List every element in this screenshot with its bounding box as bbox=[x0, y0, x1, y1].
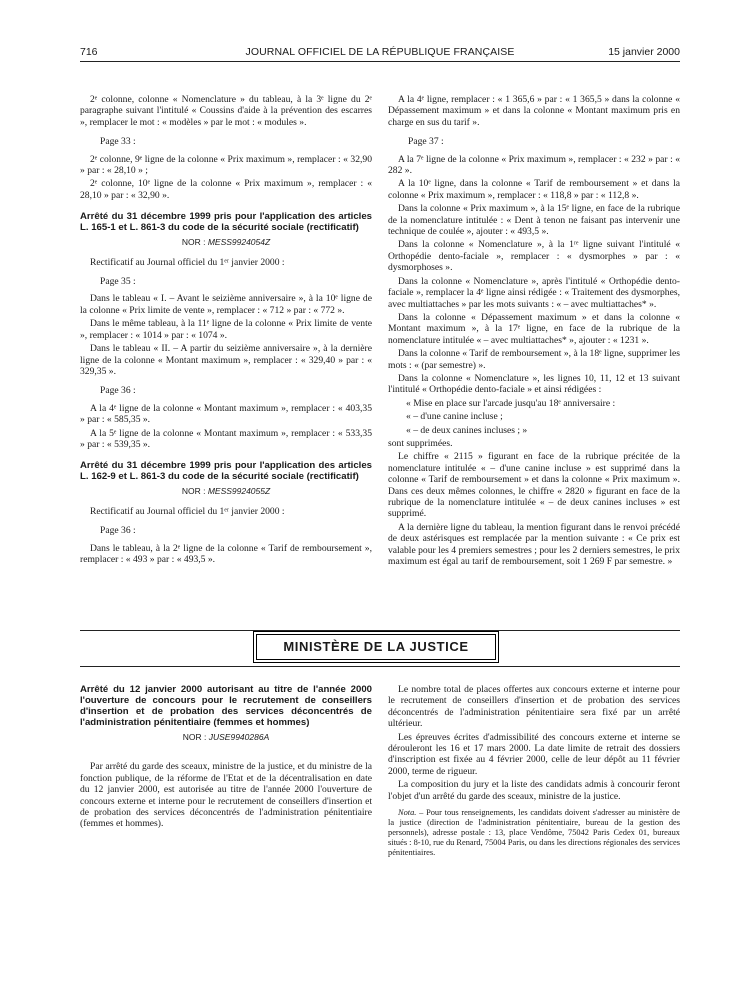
bottom-right-column bbox=[388, 684, 680, 860]
nor-code: MESS9924054Z bbox=[207, 237, 271, 248]
top-right-column bbox=[388, 94, 680, 569]
header-rule bbox=[80, 61, 680, 62]
paragraph: 2ᵉ colonne, 9ᵉ ligne de la colonne « Prix maximum », remplacer : « 32,90 » par : « 28,10 » ; bbox=[80, 153, 372, 177]
paragraph: 2ᵉ colonne, colonne « Nomenclature » du tableau, à la 3ᵉ ligne du 2ᵉ paragraphe suivant l'intitulé « Coussins d'aide à la prévention des escarres », remplacer le mot : « modèles » par le mot : « modules ». bbox=[80, 94, 372, 128]
page-reference: Page 33 : bbox=[100, 136, 136, 148]
quoted-line: « Mise en place sur l'arcade jusqu'au 18ᵉ anniversaire : bbox=[406, 397, 616, 409]
top-left-column bbox=[80, 94, 372, 567]
paragraph: Dans la colonne « Dépassement maximum » et dans la colonne « Montant maximum », à la 17ᵉ ligne, en face de la rubrique de la nomenclature intitulée « – avec multiattaches* », ajouter : « 1231 ». bbox=[388, 311, 680, 346]
page-reference: Page 36 : bbox=[100, 385, 136, 397]
paragraph: Rectificatif au Journal officiel du 1ᵉʳ janvier 2000 : bbox=[90, 505, 285, 517]
section-rule bbox=[80, 630, 680, 631]
paragraph: Dans le tableau « I. – Avant le seizième anniversaire », à la 10ᵉ ligne de la colonne « Prix limite de vente », remplacer : « 712 » par : « 772 ». bbox=[80, 293, 372, 316]
paragraph: Le nombre total de places offertes aux concours externe et interne pour le recrutement de conseillers d'insertion et de probation des services déconcentrés de l'administration pénitentiaire sera fixé par un arrêté ultérieur. bbox=[388, 684, 680, 730]
paragraph: A la 5ᵉ ligne de la colonne « Montant maximum », remplacer : « 533,35 » par : « 539,35 ». bbox=[80, 427, 372, 450]
footnote-text: – Pour tous renseignements, les candidats doivent s'adresser au ministère de la justice (direction de l'administration pénitentiaire, bureau de la gestion des personnels), adresse postale : 13, place Vendôme, 75042 Paris Cedex 01, bureaux situés : 8-10, rue du Renard, 75004 Paris, ou dans les directions régionales des services pénitentiaires. bbox=[388, 808, 680, 858]
paragraph: 2ᵉ colonne, 10ᵉ ligne de la colonne « Prix maximum », remplacer : « 28,10 » par : « 32,90 ». bbox=[80, 178, 372, 201]
quoted-line: « – d'une canine incluse ; bbox=[406, 411, 503, 423]
nor-label: NOR : bbox=[182, 732, 207, 742]
issue-date: 15 janvier 2000 bbox=[608, 46, 680, 58]
footnote bbox=[388, 808, 680, 858]
paragraph: Les épreuves écrites d'admissibilité des concours externe et interne se dérouleront les 16 et 17 mars 2000. La date limite de retrait des dossiers d'inscription est fixée au 4 février 2000, celle de leur dépôt au 11 février 2000, terme de rigueur. bbox=[388, 731, 680, 777]
decree-title: Arrêté du 31 décembre 1999 pris pour l'application des articles L. 165-1 et L. 861-3 du code de la sécurité sociale (rectificatif) bbox=[80, 211, 372, 234]
paragraph: A la 4ᵉ ligne de la colonne « Montant maximum », remplacer : « 403,35 » par : « 585,35 ». bbox=[80, 402, 372, 426]
bottom-left-column bbox=[80, 684, 372, 832]
paragraph: Dans la colonne « Nomenclature », à la 1ʳᵉ ligne suivant l'intitulé « Orthopédie dento-faciale », remplacer : « dysmorphes » par : « dysmorphoses ». bbox=[388, 239, 680, 274]
paragraph: Dans la colonne « Nomenclature », après l'intitulé « Orthopédie dento-faciale », remplacer la 4ᵉ ligne ainsi rédigée : « Traitement des dysmorphes, avec multiattaches » par les mots suivants : « – avec multiattaches* ». bbox=[388, 275, 680, 310]
decree-title: Arrêté du 31 décembre 1999 pris pour l'application des articles L. 162-9 et L. 861-3 du code de la sécurité sociale (rectificatif) bbox=[80, 460, 372, 483]
decree-title: Arrêté du 12 janvier 2000 autorisant au titre de l'année 2000 l'ouverture de concours pour le recrutement de conseillers d'insertion et de probation des services déconcentrés de l'administration pénitentiaire (femmes et hommes) bbox=[80, 684, 372, 728]
section-rule bbox=[80, 666, 680, 667]
nor-reference bbox=[80, 732, 372, 743]
nor-label: NOR : bbox=[181, 237, 206, 248]
quoted-line: « – de deux canines incluses ; » bbox=[406, 424, 528, 436]
nor-reference bbox=[80, 237, 372, 248]
ministry-heading: MINISTÈRE DE LA JUSTICE bbox=[256, 634, 496, 660]
paragraph: La composition du jury et la liste des candidats admis à concourir feront l'objet d'un arrêté du garde des sceaux, ministre de la justice. bbox=[388, 779, 680, 802]
nor-code: MESS9924055Z bbox=[207, 486, 271, 497]
paragraph: A la 10ᵉ ligne, dans la colonne « Tarif de remboursement » et dans la colonne « Prix maximum », remplacer : « 118,8 » par : « 112,8 ». bbox=[388, 178, 680, 201]
paragraph: Dans le tableau « II. – A partir du seizième anniversaire », à la dernière ligne de la colonne « Montant maximum », remplacer : « 329,40 » par : « 329,35 ». bbox=[80, 343, 372, 377]
nor-label: NOR : bbox=[181, 486, 206, 497]
paragraph: A la 7ᵉ ligne de la colonne « Prix maximum », remplacer : « 232 » par : « 282 ». bbox=[388, 153, 680, 177]
paragraph: Rectificatif au Journal officiel du 1ᵉʳ janvier 2000 : bbox=[90, 256, 285, 268]
paragraph: Dans le tableau, à la 2ᵉ ligne de la colonne « Tarif de remboursement », remplacer : « 493 » par : « 493,5 ». bbox=[80, 542, 372, 565]
paragraph: Dans la colonne « Prix maximum », à la 15ᵉ ligne, en face de la rubrique de la nomenclature intitulée : « Dent à tenon ne faisant pas intervenir une technique de coulée », ajouter : « 493,5 ». bbox=[388, 203, 680, 238]
nor-code: JUSE9940286A bbox=[208, 732, 270, 742]
paragraph: Le chiffre « 2115 » figurant en face de la rubrique précitée de la nomenclature intitulée « – d'une canine incluse » est supprimé dans la colonne « Tarif de remboursement » et dans la colonne « Prix maximum ». Dans ces deux mêmes colonnes, le chiffre « 2820 » figurant en face de la rubrique de la nomenclature intitulée « – de deux canines incluses » est supprimé. bbox=[388, 451, 680, 520]
page-reference: Page 37 : bbox=[408, 136, 444, 148]
paragraph: Dans le même tableau, à la 11ᵉ ligne de la colonne « Prix limite de vente », remplacer : « 1014 » par : « 1074 ». bbox=[80, 318, 372, 341]
page-number: 716 bbox=[80, 46, 98, 58]
paragraph: sont supprimées. bbox=[388, 437, 453, 449]
paragraph: Par arrêté du garde des sceaux, ministre de la justice, et du ministre de la fonction publique, de la réforme de l'Etat et de la décentralisation en date du 12 janvier 2000, est autorisée au titre de l'année 2000 l'ouverture de concours externe et interne pour le recrutement de conseillers d'insertion et de probation des services déconcentrés de l'administration pénitentiaire (femmes et hommes). bbox=[80, 761, 372, 830]
footnote-label: Nota. bbox=[398, 808, 417, 818]
page-reference: Page 36 : bbox=[100, 525, 136, 537]
nor-reference bbox=[80, 486, 372, 497]
journal-title: JOURNAL OFFICIEL DE LA RÉPUBLIQUE FRANÇAISE bbox=[245, 46, 515, 58]
page-reference: Page 35 : bbox=[100, 276, 136, 288]
paragraph: A la 4ᵉ ligne, remplacer : « 1 365,6 » par : « 1 365,5 » dans la colonne « Dépassement maximum » et dans la colonne « Montant maximum pris en charge en sus du tarif ». bbox=[388, 94, 680, 128]
paragraph: A la dernière ligne du tableau, la mention figurant dans le renvoi précédé de deux astérisques est remplacée par la mention suivante : « Ce prix est valable pour les 4 premiers semestres ; pour les 2 derniers semestres, le prix maximum est égal au tarif de remboursement, soit 1 269 F par semestre. » bbox=[388, 521, 680, 568]
paragraph: Dans la colonne « Tarif de remboursement », à la 18ᵉ ligne, supprimer les mots : « (par semestre) ». bbox=[388, 348, 680, 371]
page-header bbox=[80, 44, 680, 62]
paragraph: Dans la colonne « Nomenclature », les lignes 10, 11, 12 et 13 suivant l'intitulé « Orthopédie dento-faciale » et ainsi rédigées : bbox=[388, 372, 680, 396]
